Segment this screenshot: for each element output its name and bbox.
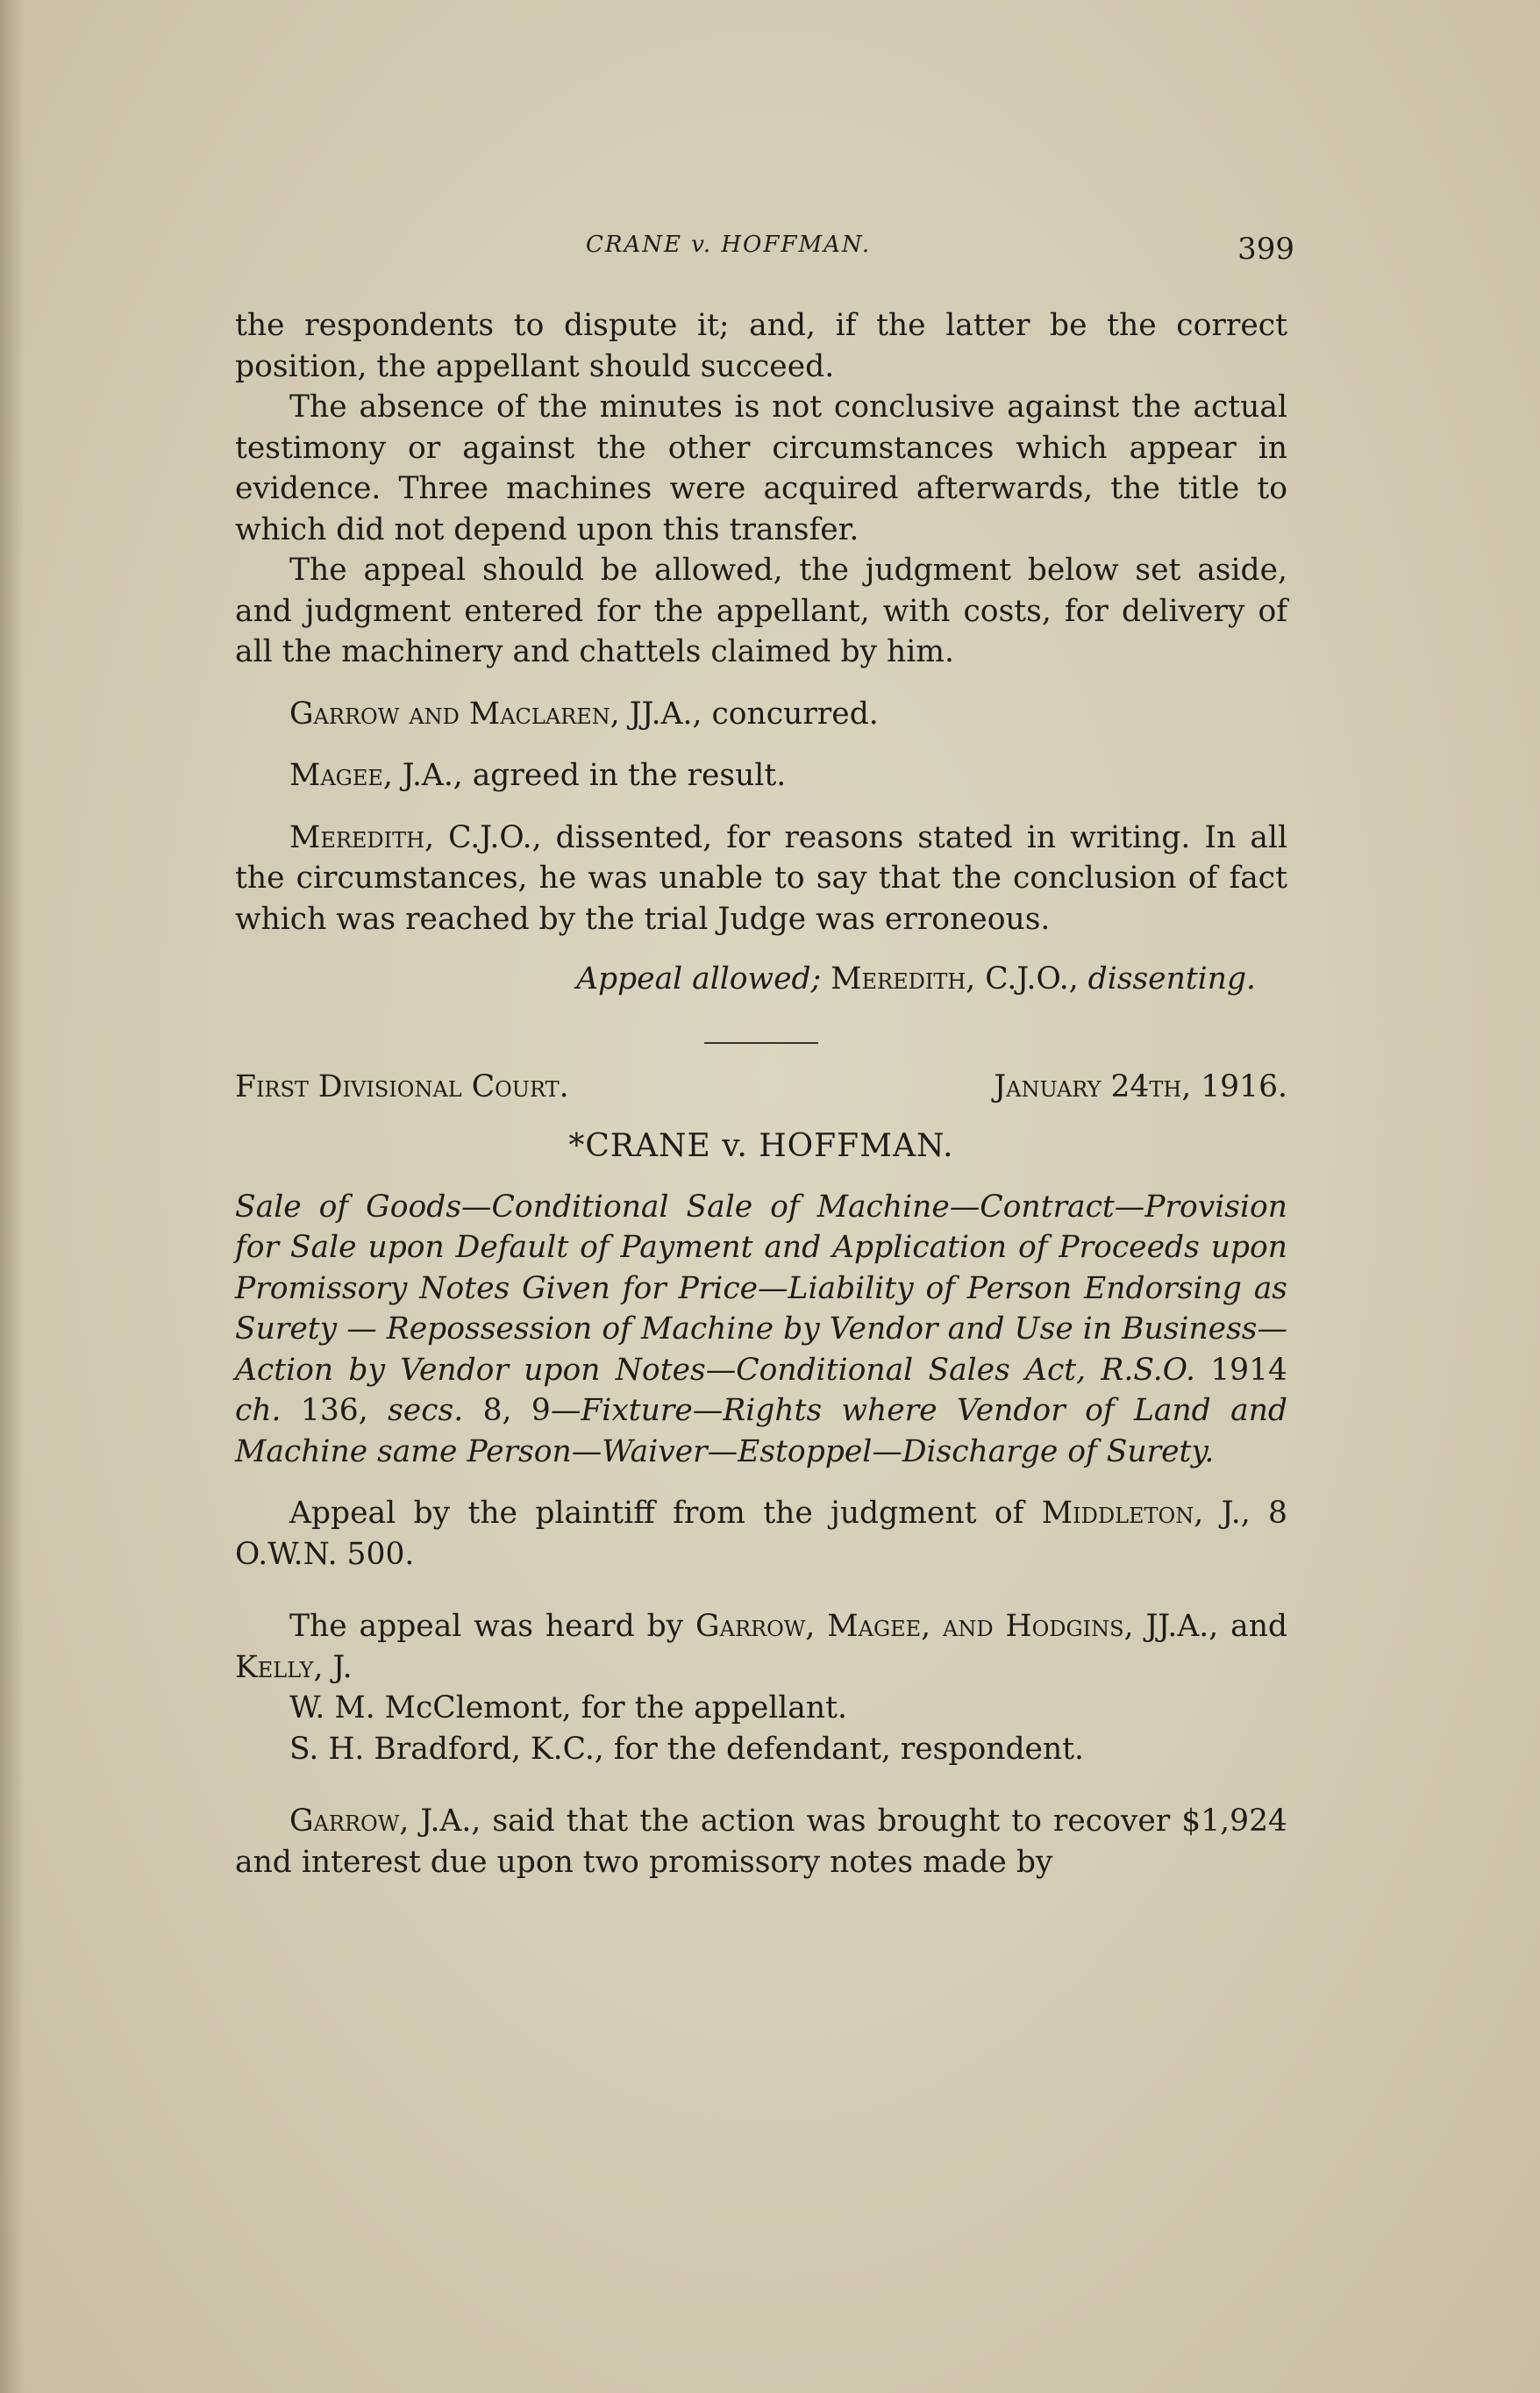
- hearing-text: , J.: [313, 1649, 353, 1685]
- judge-name: Kelly: [235, 1649, 314, 1685]
- page-body: [235, 305, 1287, 1882]
- judge-name: Middleton: [1041, 1496, 1194, 1531]
- hearing-text: The appeal was heard by: [289, 1609, 684, 1644]
- section-divider: [704, 1042, 818, 1044]
- appeal-text: Appeal by the plaintiff from the judgment of: [289, 1496, 1024, 1531]
- verdict-part: Appeal allowed;: [576, 961, 822, 996]
- judge-name: Garrow: [289, 1804, 400, 1839]
- paragraph-dissent: [235, 818, 1287, 940]
- agreement-text: , J.A., agreed in the result.: [382, 758, 787, 793]
- appeal-citation: , J., 8 O.W.N. 500.: [235, 1496, 1288, 1572]
- page-number: 399: [1237, 232, 1294, 267]
- headnote-part: ch.: [235, 1393, 282, 1428]
- dissent-text: , C.J.O., dissented, for reasons stated in writing. In all the circumstances, he was unable to say that the conclusion of fact which was reached by the trial Judge was erroneous.: [235, 819, 1287, 937]
- verdict-dissenting: dissenting.: [1087, 961, 1256, 996]
- paragraph-disposition: The appeal should be allowed, the judgment below set aside, and judgment entered for the appellant, with costs, for delivery of all the machinery and chattels claimed by him.: [235, 553, 1287, 669]
- page-spine-shadow: [0, 0, 25, 2393]
- paragraph-appeal: [235, 1493, 1287, 1575]
- verdict-line: [235, 959, 1287, 1000]
- judgment-text: , J.A., said that the action was brought to recover $1,924 and interest due upon two promissory notes made by: [235, 1804, 1287, 1880]
- verdict-title: , C.J.O.,: [966, 961, 1079, 996]
- counsel-appellant: W. M. McClemont, for the appellant.: [289, 1690, 847, 1725]
- headnote: [235, 1187, 1287, 1473]
- page-header: [235, 223, 1294, 275]
- paragraph-concurrence: [235, 694, 1287, 735]
- case-title: *CRANE v. HOFFMAN.: [568, 1128, 954, 1164]
- concurrence-text: , JJ.A., concurred.: [610, 696, 879, 732]
- judge-name: Magee: [289, 758, 383, 793]
- court-date: January 24th, 1916.: [994, 1068, 1287, 1104]
- paragraph-hearing: [235, 1606, 1287, 1688]
- headnote-number: 136,: [300, 1393, 368, 1428]
- judge-names: Garrow and Maclaren: [289, 696, 610, 732]
- headnote-part: —Fixture—Rights where Vendor of Land and Machine same Person—Waiver—Estoppel—Discharge of Surety.: [235, 1393, 1288, 1469]
- paragraph-judgment: [235, 1801, 1287, 1882]
- judge-name: Meredith: [289, 819, 425, 855]
- headnote-part: Sale of Goods—Conditional Sale of Machine—Contract—Provision for Sale upon Default of Payment and Application of Proceeds upon Promissory Notes Given for Price—Liability of Person Endorsing as Surety — Repossession of Machine by Vendor and Use in Business—Action by Vendor upon Notes—Conditional Sales Act, R.S.O.: [235, 1189, 1287, 1388]
- court-name: First Divisional Court.: [235, 1068, 569, 1104]
- running-head: CRANE v. HOFFMAN.: [586, 232, 872, 258]
- hearing-text: , JJ.A., and: [1123, 1609, 1288, 1644]
- judge-names: Garrow, Magee, and Hodgins: [695, 1609, 1124, 1644]
- court-date-line: [235, 1067, 1287, 1108]
- headnote-part: secs.: [388, 1393, 464, 1428]
- paragraph-agreement: [235, 755, 1287, 796]
- counsel-respondent: S. H. Bradford, K.C., for the defendant, respondent.: [289, 1731, 1084, 1767]
- verdict-judge: Meredith: [831, 961, 966, 996]
- paragraph-continuation: the respondents to dispute it; and, if the latter be the correct position, the appellant should succeed.: [235, 308, 1287, 384]
- headnote-number: 1914: [1210, 1352, 1288, 1388]
- headnote-number: 8, 9: [482, 1393, 551, 1428]
- paragraph-minutes: The absence of the minutes is not conclusive against the actual testimony or against the other circumstances which appear in evidence. Three machines were acquired afterwards, the title to which did not depend upon this transfer.: [235, 389, 1287, 547]
